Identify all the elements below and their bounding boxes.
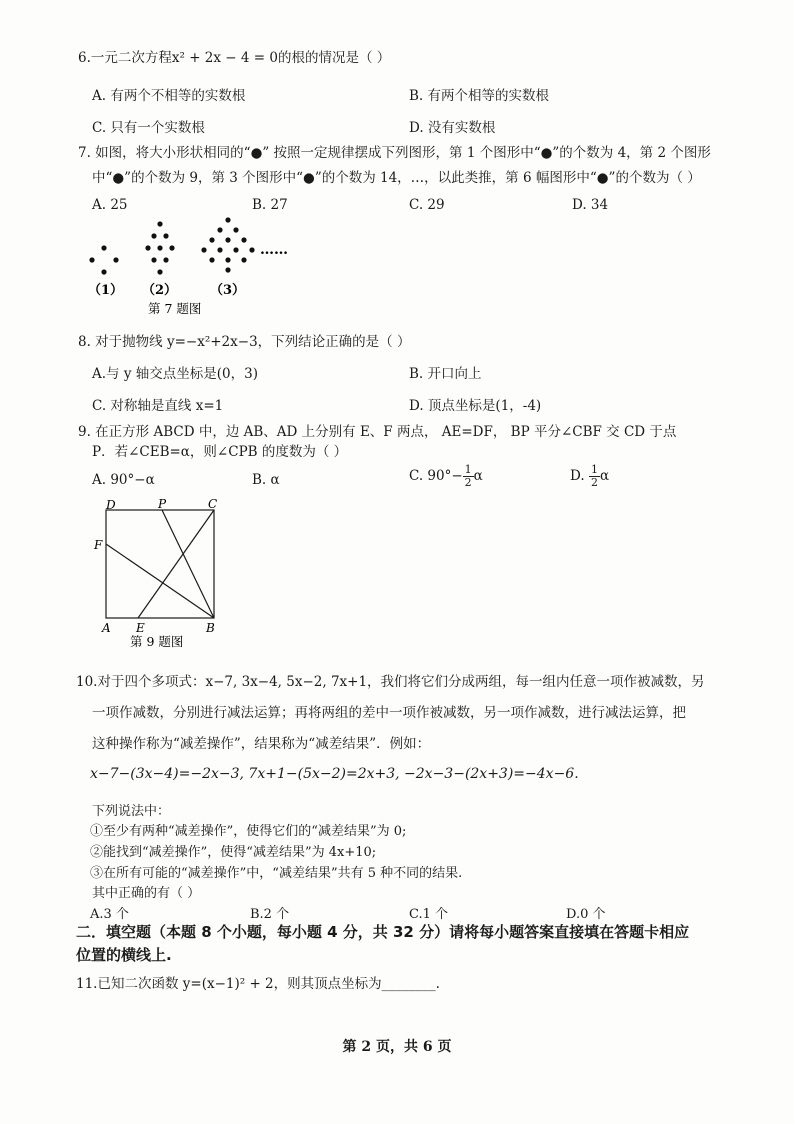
q9-option-d-fraction [589, 464, 600, 489]
q7-caption: 第 7 题图 [148, 301, 202, 316]
q9-option-a: A. 90°−α [92, 472, 155, 488]
q10-statement-2: ②能找到“减差操作”，使得“减差结果”为 4x+10; [90, 845, 377, 860]
q7-option-b: B. 27 [252, 197, 288, 213]
q6-option-a: A. 有两个不相等的实数根 [92, 88, 246, 104]
q10-option-d: D.0 个 [566, 907, 606, 922]
q7-stem-line1: 7. 如图，将大小形状相同的“●” 按照一定规律摆成下列图形，第 1 个图形中“●”的个数为 4，第 2 个图形 [78, 145, 711, 161]
q10-question: 其中正确的有（ ） [92, 886, 201, 901]
numerator: 1 [464, 463, 472, 476]
q9-square-figure [90, 496, 240, 652]
label-c: C [208, 497, 218, 511]
label-f: F [94, 538, 103, 552]
dot [89, 257, 94, 262]
dot [233, 247, 238, 252]
q9-option-d [570, 464, 609, 489]
denominator: 2 [590, 476, 598, 489]
label-d: D [106, 498, 116, 512]
numerator: 1 [590, 463, 598, 476]
section2-heading-line1: 二．填空题（本题 8 个小题，每小题 4 分，共 32 分）请将每小题答案直接填在答题卡相应 [76, 923, 690, 941]
q10-stem-line3: 这种操作称为“减差操作”，结果称为“减差结果”．例如： [92, 736, 431, 752]
q10-statement-3: ③在所有可能的“减差操作”中，“减差结果”共有 5 种不同的结果. [90, 866, 463, 881]
dot [101, 245, 106, 250]
q7-option-c: C. 29 [409, 197, 445, 213]
q6-option-d: D. 没有实数根 [409, 120, 496, 136]
dot [225, 217, 230, 222]
q9-stem-line2: P．若∠CEB=α，则∠CPB 的度数为（ ） [92, 444, 348, 460]
segment-ec [138, 510, 214, 618]
dot [157, 269, 162, 274]
q10-statement-1: ①至少有两种“减差操作”，使得它们的“减差结果”为 0; [90, 824, 407, 839]
dot [157, 245, 162, 250]
segment-pb [162, 510, 214, 618]
dot [233, 227, 238, 232]
q8-option-d: D. 顶点坐标是(1，-4) [409, 398, 542, 414]
dot [217, 227, 222, 232]
q7-option-a: A. 25 [92, 197, 128, 213]
dot [209, 257, 214, 262]
dot [225, 267, 230, 272]
dot [225, 257, 230, 262]
dot [101, 269, 106, 274]
dot [225, 237, 230, 242]
q7-label-2: （2） [142, 283, 178, 298]
q7-label-1: （1） [88, 283, 124, 298]
dot [249, 247, 254, 252]
q9-option-c [409, 464, 483, 489]
q6-option-c: C. 只有一个实数根 [92, 120, 205, 136]
q7-figure-3 [201, 217, 254, 272]
q7-figure-1 [89, 245, 118, 274]
section2-heading-line2: 位置的横线上. [76, 946, 172, 964]
label-b: B [206, 621, 215, 635]
q10-option-c: C.1 个 [409, 907, 449, 922]
q6-stem: 6.一元二次方程x² + 2x − 4 = 0的根的情况是（ ） [78, 50, 391, 66]
q8-option-c: C. 对称轴是直线 x=1 [92, 398, 224, 414]
dot [169, 245, 174, 250]
q7-dot-figure [80, 212, 320, 317]
q7-label-3: （3） [210, 283, 246, 298]
dot [201, 247, 206, 252]
dot [151, 233, 156, 238]
q11-stem: 11.已知二次函数 y=(x−1)² + 2，则其顶点坐标为________. [76, 976, 440, 992]
dot [241, 257, 246, 262]
q8-option-b: B. 开口向上 [409, 366, 482, 382]
q7-ellipsis: …… [260, 242, 288, 258]
q6-option-b: B. 有两个相等的实数根 [409, 88, 550, 104]
q9-stem-line1: 9. 在正方形 ABCD 中，边 AB、AD 上分别有 E、F 两点， AE=DF， BP 平分∠CBF 交 CD 于点 [78, 424, 677, 440]
q10-option-b: B.2 个 [250, 907, 290, 922]
dot [217, 247, 222, 252]
q8-option-a: A.与 y 轴交点坐标是(0，3) [92, 366, 258, 382]
q9-caption: 第 9 题图 [130, 634, 184, 649]
square-abcd [106, 510, 214, 618]
dot [157, 221, 162, 226]
label-p: P [158, 497, 167, 511]
q10-stem-line1: 10.对于四个多项式：x−7, 3x−4, 5x−2, 7x+1，我们将它们分成两组，每一组内任意一项作被减数，另 [76, 674, 705, 690]
q9-option-c-alpha: α [473, 468, 483, 484]
label-a: A [102, 621, 111, 635]
dot [151, 257, 156, 262]
q10-stem-line2: 一项作减数，分别进行减法运算；再将两组的差中一项作被减数，另一项作减数，进行减法运算，把 [92, 705, 686, 721]
q7-option-d: D. 34 [572, 197, 609, 213]
dot [163, 233, 168, 238]
q10-example: x−7−(3x−4)=−2x−3, 7x+1−(5x−2)=2x+3, −2x−3−(2x+3)=−4x−6. [90, 766, 579, 782]
q7-stem-line2: 中“●”的个数为 9，第 3 个图形中“●”的个数为 14，…，以此类推，第 6 幅图形中“●”的个数为（ ） [92, 170, 701, 186]
dot [209, 237, 214, 242]
q10-option-a: A.3 个 [90, 907, 129, 922]
q9-option-b: B. α [252, 472, 280, 488]
segment-fb [106, 544, 214, 618]
q9-option-d-alpha: α [599, 468, 610, 484]
dot [113, 257, 118, 262]
q10-intro: 下列说法中： [92, 804, 171, 819]
dot [163, 257, 168, 262]
dot [145, 245, 150, 250]
page-footer: 第 2 页，共 6 页 [342, 1039, 452, 1055]
q7-figure-2 [145, 221, 174, 274]
q9-option-c-prefix: C. 90°− [409, 468, 463, 484]
q8-stem: 8. 对于抛物线 y=−x²+2x−3，下列结论正确的是（ ） [78, 334, 411, 350]
label-e: E [136, 621, 145, 635]
denominator: 2 [464, 476, 472, 489]
dot [241, 237, 246, 242]
q9-option-d-prefix: D. [570, 468, 589, 484]
q9-option-c-fraction [463, 464, 474, 489]
